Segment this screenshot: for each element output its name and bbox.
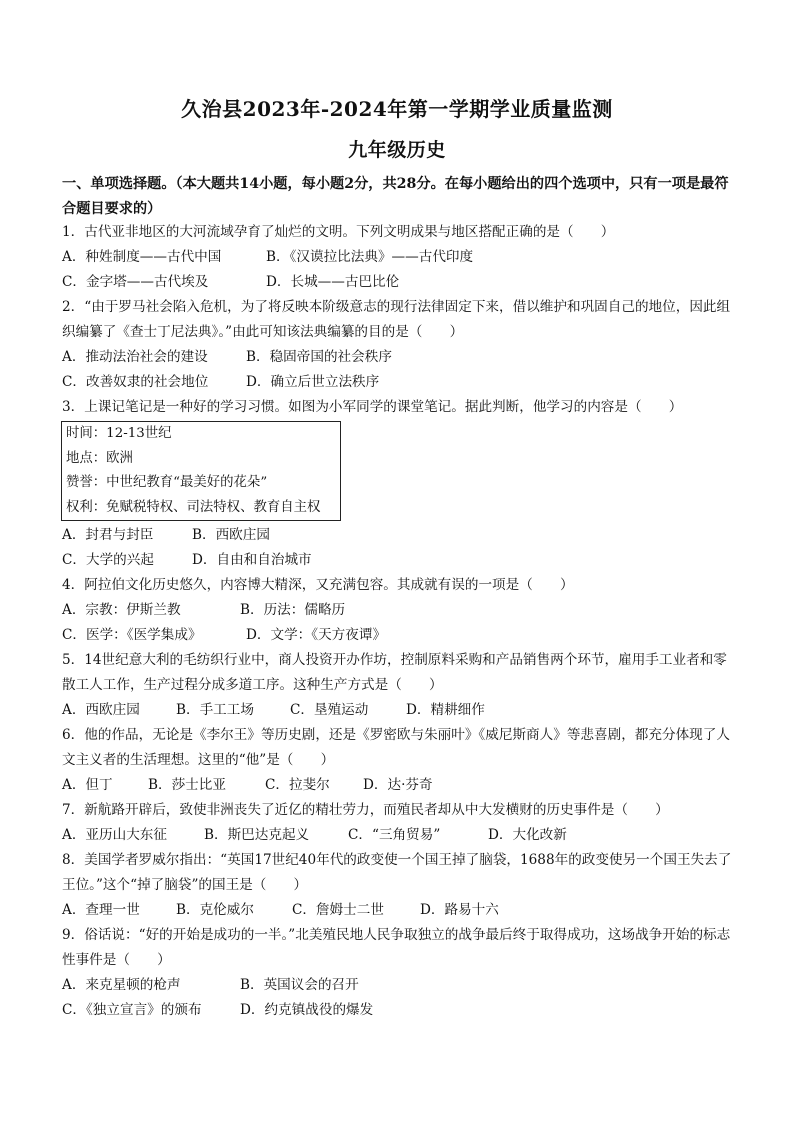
question-4-options-row-2 bbox=[62, 623, 734, 648]
section-heading: 一、单项选择题。（本大题共14小题，每小题2分，共28分。在每小题给出的四个选项中，只有一项是最符合题目要求的） bbox=[62, 176, 729, 217]
question-8-options bbox=[62, 898, 734, 923]
exam-subtitle: 九年级历史 bbox=[348, 139, 446, 161]
exam-title: 久治县2023年-2024年第一学期学业质量监测 bbox=[181, 97, 613, 121]
question-2-stem: 2．“由于罗马社会陷入危机，为了将反映本阶级意志的现行法律固定下来，借以维护和巩固自己的地位，因此组织编纂了《查士丁尼法典》。”由此可知该法典编纂的目的是（ ） bbox=[62, 299, 731, 340]
question-6-options bbox=[62, 773, 734, 798]
question-1-options-row-2 bbox=[62, 270, 734, 295]
question-6-stem: 6．他的作品，无论是《李尔王》等历史剧，还是《罗密欧与朱丽叶》《威尼斯商人》等悲喜剧，都充分体现了人文主义者的生活理想。这里的“他”是（ ） bbox=[62, 727, 730, 768]
option-a: A．推动法治社会的建设 bbox=[62, 349, 208, 365]
option-d: D．大化改新 bbox=[488, 827, 567, 843]
note-place: 地点：欧洲 bbox=[66, 450, 133, 466]
option-b: B．《汉谟拉比法典》——古代印度 bbox=[266, 249, 474, 265]
option-d: D．路易十六 bbox=[420, 902, 499, 918]
option-b: B．英国议会的召开 bbox=[240, 977, 359, 993]
option-b: B．斯巴达克起义 bbox=[204, 827, 310, 843]
question-2-options-row-2 bbox=[62, 370, 734, 395]
note-praise: 赞誉：中世纪教育“最美好的花朵” bbox=[66, 475, 268, 490]
option-d: D．确立后世立法秩序 bbox=[246, 374, 380, 390]
class-notes-box bbox=[61, 421, 341, 521]
option-a: A．封君与封臣 bbox=[62, 527, 154, 543]
option-a: A．来克星顿的枪声 bbox=[62, 977, 181, 993]
question-1-options-row-1 bbox=[62, 245, 734, 270]
option-b: B．莎士比亚 bbox=[148, 777, 226, 793]
question-1-stem: 1．古代亚非地区的大河流域孕育了灿烂的文明。下列文明成果与地区搭配正确的是（ ） bbox=[62, 224, 615, 240]
note-time: 时间：12-13世纪 bbox=[66, 426, 172, 441]
question-5-options bbox=[62, 698, 734, 723]
question-9-options-row-2 bbox=[62, 998, 734, 1023]
question-4-options-row-1 bbox=[62, 598, 734, 623]
option-d: D．文学：《天方夜谭》 bbox=[246, 627, 387, 643]
option-a: A．西欧庄园 bbox=[62, 702, 140, 718]
option-a: A．查理一世 bbox=[62, 902, 140, 918]
option-d: D．约克镇战役的爆发 bbox=[240, 1002, 374, 1018]
option-c: C．詹姆士二世 bbox=[292, 902, 384, 918]
question-4-stem: 4．阿拉伯文化历史悠久，内容博大精深，又充满包容。其成就有误的一项是（ ） bbox=[62, 577, 574, 593]
option-b: B．手工工场 bbox=[176, 702, 254, 718]
option-c: C．医学：《医学集成》 bbox=[62, 627, 202, 643]
option-a: A．宗教：伊斯兰教 bbox=[62, 602, 181, 618]
option-b: B．稳固帝国的社会秩序 bbox=[246, 349, 392, 365]
option-d: D．长城——古巴比伦 bbox=[266, 274, 400, 290]
option-c: C．《独立宣言》的颁布 bbox=[62, 1002, 202, 1018]
option-a: A．种姓制度——古代中国 bbox=[62, 249, 222, 265]
option-b: B．克伦威尔 bbox=[176, 902, 254, 918]
question-3-options-row-1 bbox=[62, 523, 734, 548]
question-3-stem: 3．上课记笔记是一种好的学习习惯。如图为小军同学的课堂笔记。据此判断，他学习的内容是（ ） bbox=[62, 399, 683, 415]
option-a: A．但丁 bbox=[62, 777, 113, 793]
option-d: D．达·芬奇 bbox=[363, 777, 433, 793]
option-c: C．改善奴隶的社会地位 bbox=[62, 374, 209, 390]
option-c: C．拉斐尔 bbox=[265, 777, 330, 793]
question-8-stem: 8．美国学者罗威尔指出：“英国17世纪40年代的政变使一个国王掉了脑袋，1688年的政变使另一个国王失去了王位。”这个“掉了脑袋”的国王是（ ） bbox=[62, 852, 732, 893]
option-c: C．“三角贸易” bbox=[348, 827, 441, 843]
question-5-stem: 5．14世纪意大利的毛纺织行业中，商人投资开办作坊，控制原料采购和产品销售两个环节，雇用手工业者和零散工人工作，生产过程分成多道工序。这种生产方式是（ ） bbox=[62, 652, 727, 693]
option-b: B．历法：儒略历 bbox=[240, 602, 346, 618]
question-9-options-row-1 bbox=[62, 973, 734, 998]
note-rights: 权利：免赋税特权、司法特权、教育自主权 bbox=[66, 499, 321, 515]
question-3-options-row-2 bbox=[62, 548, 734, 573]
question-7-stem: 7．新航路开辟后，致使非洲丧失了近亿的精壮劳力，而殖民者却从中大发横财的历史事件是（ ） bbox=[62, 802, 669, 818]
option-d: D．精耕细作 bbox=[406, 702, 485, 718]
option-a: A．亚历山大东征 bbox=[62, 827, 167, 843]
option-c: C．大学的兴起 bbox=[62, 552, 154, 568]
option-d: D．自由和自治城市 bbox=[192, 552, 312, 568]
question-2-options-row-1 bbox=[62, 345, 734, 370]
question-7-options bbox=[62, 823, 734, 848]
option-b: B．西欧庄园 bbox=[192, 527, 270, 543]
question-9-stem: 9．俗话说：“好的开始是成功的一半。”北美殖民地人民争取独立的战争最后终于取得成功，这场战争开始的标志性事件是（ ） bbox=[62, 927, 731, 968]
option-c: C．垦殖运动 bbox=[290, 702, 369, 718]
question-list bbox=[62, 220, 734, 1023]
option-c: C．金字塔——古代埃及 bbox=[62, 274, 209, 290]
